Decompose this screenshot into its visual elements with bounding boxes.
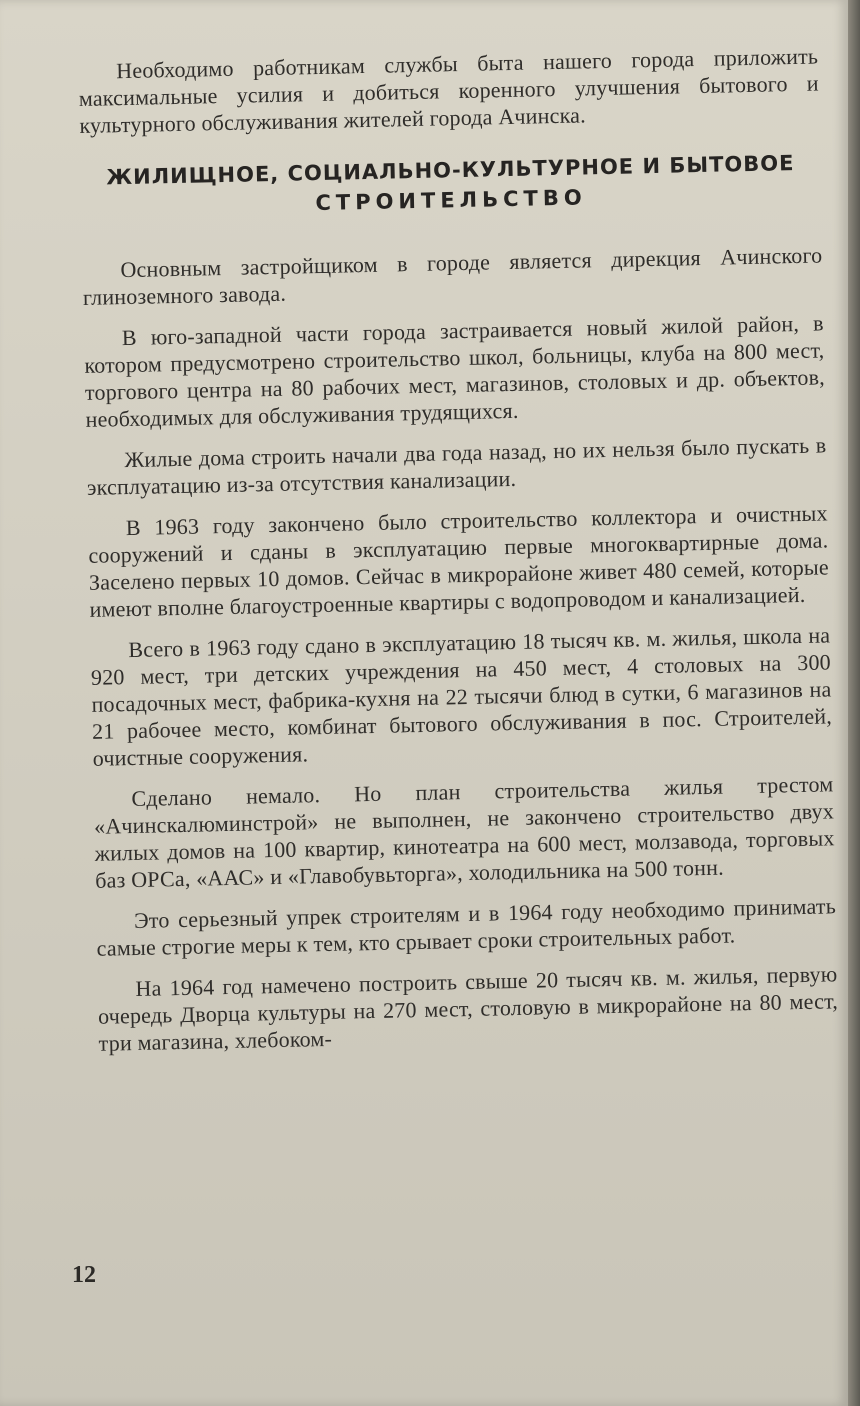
page-content	[78, 43, 839, 1057]
page-number: 12	[72, 1262, 96, 1288]
paragraph-4: В 1963 году закончено было строительство коллектора и очистных сооружений и сданы в эксплуатацию первые многоквартирные дома. Заселено первых 10 домов. Сейчас в микрорайоне живет 480 семей, которые имеют вполне благоустроенные квартиры с водопроводом и канализацией.	[88, 500, 830, 622]
section-heading	[80, 147, 821, 222]
paragraph-5: Всего в 1963 году сдано в эксплуатацию 18 тысяч кв. м. жилья, школа на 920 мест, три детских учреждения на 450 мест, 4 столовых на 300 посадочных мест, фабрика-кухня на 22 тысячи блюд в сутки, 6 магазинов на 21 рабочее место, комбинат бытового обслуживания в пос. Строителей, очистные сооружения.	[90, 622, 833, 771]
section-heading-line2: СТРОИТЕЛЬСТВО	[315, 185, 587, 216]
section-heading-line1: ЖИЛИЩНОЕ, СОЦИАЛЬНО-КУЛЬТУРНОЕ И БЫТОВОЕ	[106, 151, 795, 190]
paragraph-2: В юго-западной части города застраивается новый жилой район, в котором предусмотрено строительство школ, больницы, клуба на 800 мест, торгового центра на 80 рабочих мест, магазинов, столовых и др. объектов, необходимых для обслуживания трудящихся.	[84, 310, 826, 432]
paragraph-6: Сделано немало. Но план строительства жилья трестом «Ачинскалюминстрой» не выполнен, не закончено строительство двух жилых домов на 100 квартир, кинотеатра на 600 мест, молзавода, торговых баз ОРСа, «ААС» и «Главобувьторга», холодильника на 500 тонн.	[93, 771, 835, 893]
paragraph-3: Жилые дома строить начали два года назад, но их нельзя было пускать в эксплуатацию из-за отсутствия канализации.	[86, 432, 827, 500]
paragraph-1: Основным застройщиком в городе является дирекция Ачинского глиноземного завода.	[82, 242, 823, 310]
paragraph-8: На 1964 год намечено построить свыше 20 тысяч кв. м. жилья, первую очередь Дворца культуры на 270 мест, столовую в микрорайоне на 80 мест, три магазина, хлебоком-	[97, 961, 839, 1056]
paragraph-7: Это серьезный упрек строителям и в 1964 году необходимо принимать самые строгие меры к тем, кто срывает сроки строительных работ.	[96, 893, 837, 961]
page-edge	[848, 0, 860, 1406]
paragraph-intro: Необходимо работникам службы быта нашего города приложить максимальные усилия и добиться коренного улучшения бытового и культурного обслуживания жителей города Ачинска.	[78, 43, 819, 138]
